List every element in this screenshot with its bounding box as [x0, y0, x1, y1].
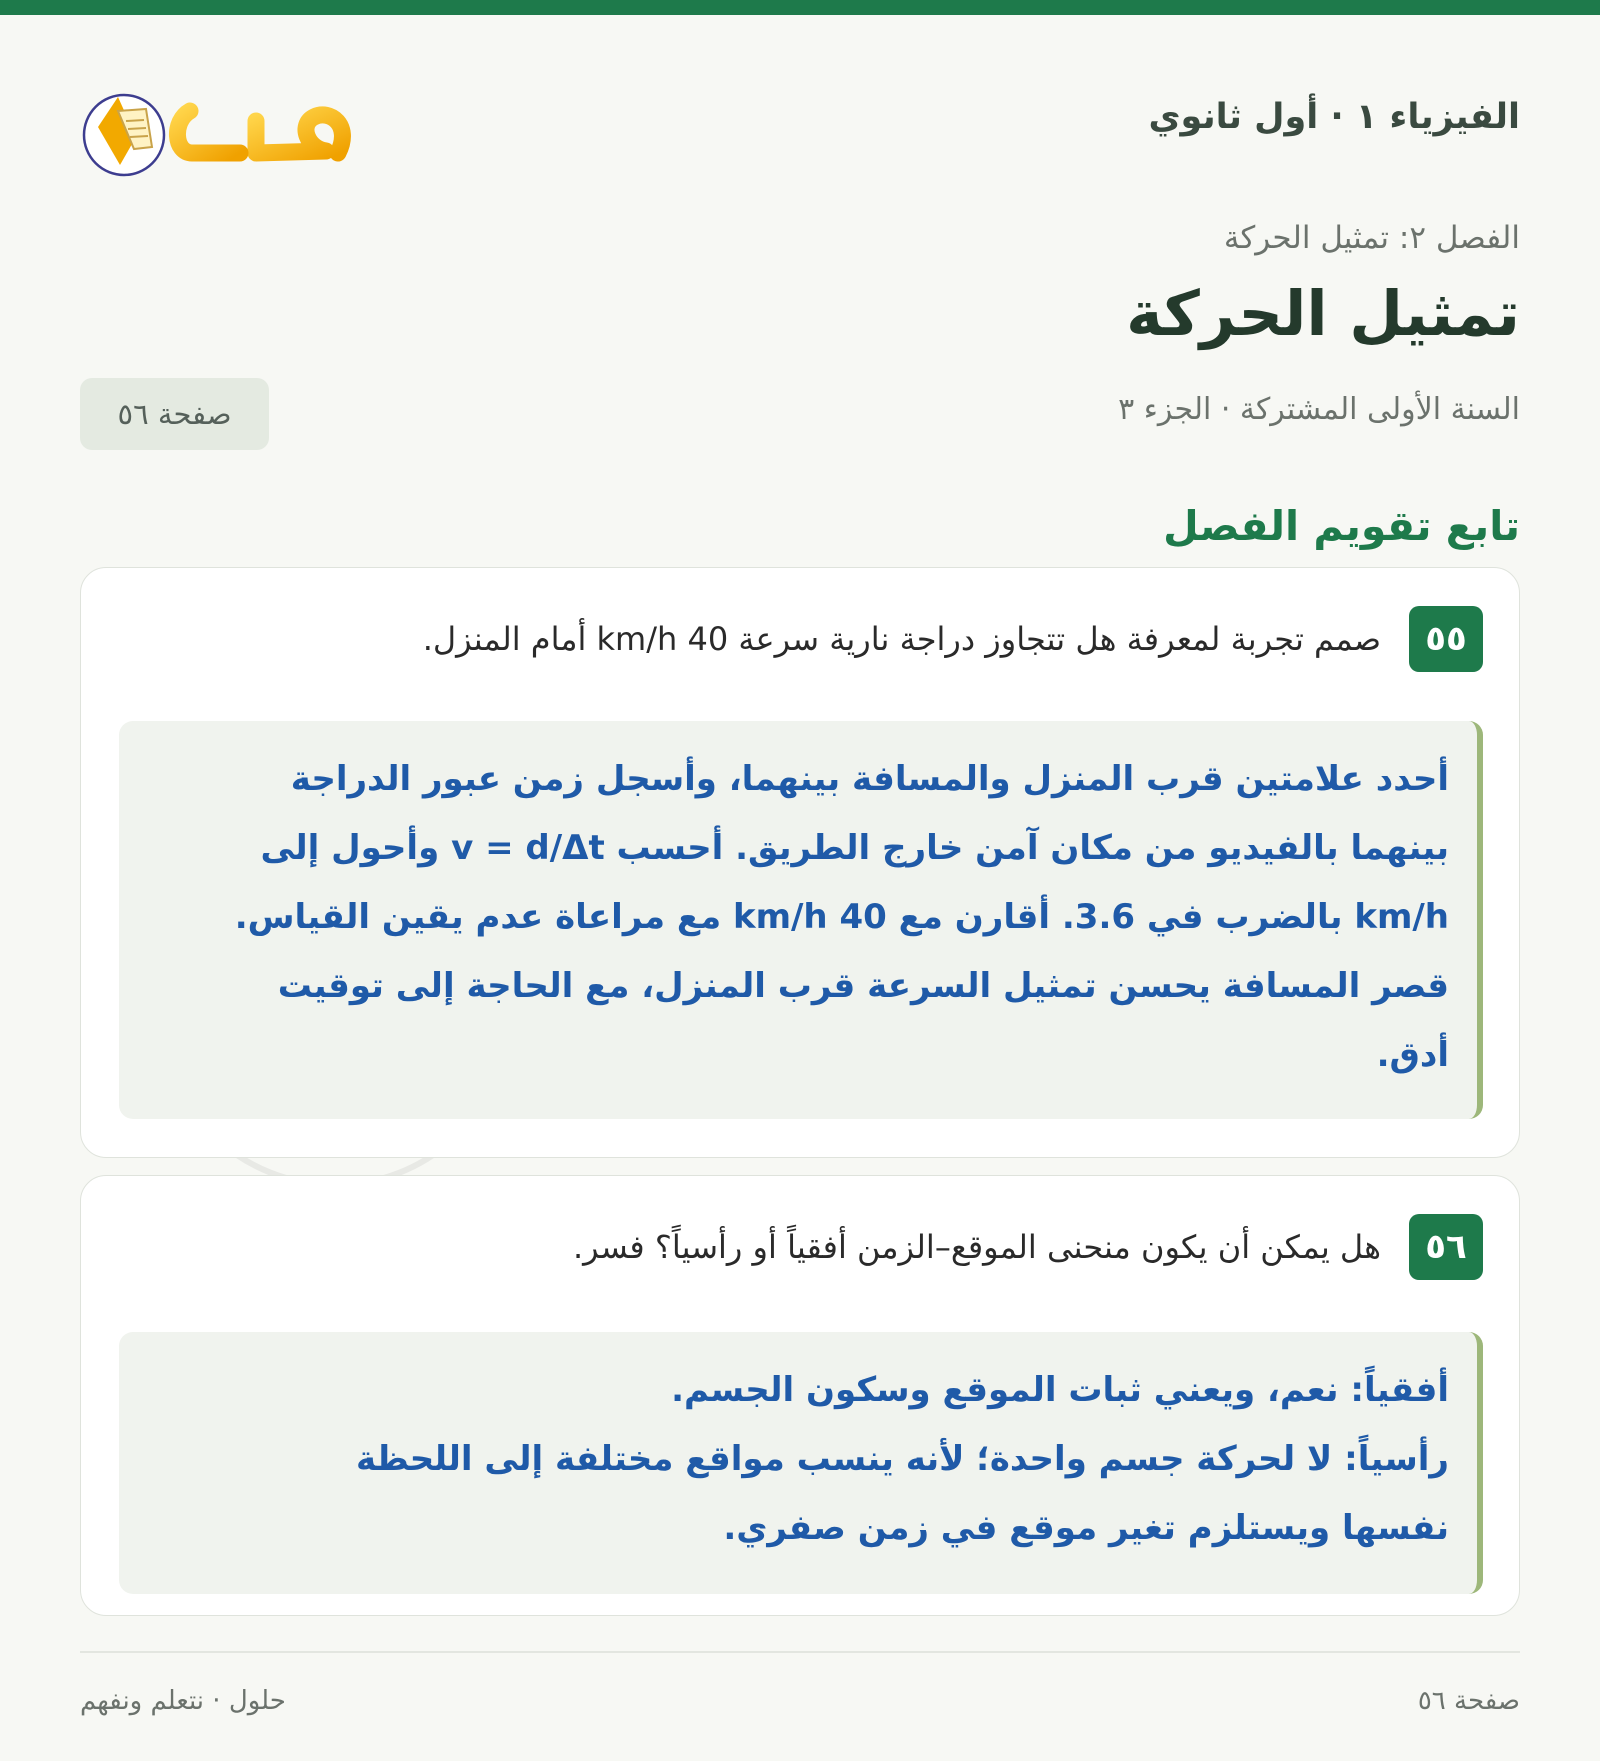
question-card-55 [80, 567, 1520, 1158]
question-number-badge: ٥٦ [1409, 1214, 1483, 1280]
page [80, 15, 1520, 1761]
chapter-meta: السنة الأولى المشتركة · الجزء ٣ [1118, 392, 1520, 427]
answer-line: قصر المسافة يحسن تمثيل السرعة قرب المنزل، مع الحاجة إلى توقيت [277, 966, 1449, 1006]
question-row [423, 606, 1483, 672]
answer-line: بينهما بالفيديو من مكان آمن خارج الطريق. أحسب v = d/Δt وأحول إلى [260, 828, 1449, 868]
question-row [573, 1214, 1483, 1280]
answer-line: رأسياً: لا لحركة جسم واحدة؛ لأنه ينسب مواقع مختلفة إلى اللحظة [356, 1439, 1449, 1479]
answer-line: أفقياً: نعم، ويعني ثبات الموقع وسكون الجسم. [671, 1370, 1449, 1410]
question-text: هل يمكن أن يكون منحنى الموقع–الزمن أفقياً أو رأسياً؟ فسر. [572, 1228, 1381, 1266]
footer-page-number: صفحة ٥٦ [1417, 1686, 1520, 1716]
page-badge: صفحة ٥٦ [80, 378, 269, 450]
subject-header: الفيزياء ١ · أول ثانوي [1148, 97, 1520, 137]
answer-box [119, 721, 1483, 1119]
footer-divider [80, 1651, 1520, 1653]
hulul-logo [80, 65, 360, 195]
answer-box [119, 1332, 1483, 1594]
page-title: تمثيل الحركة [1126, 277, 1520, 350]
chapter-label: الفصل ٢: تمثيل الحركة [1223, 220, 1520, 256]
answer-line: نفسها ويستلزم تغير موقع في زمن صفري. [723, 1508, 1449, 1548]
answer-line: km/h بالضرب في 3.6. أقارن مع 40 km/h مع مراعاة عدم يقين القياس. [234, 897, 1449, 937]
question-card-56 [80, 1175, 1520, 1616]
answer-line: أحدد علامتين قرب المنزل والمسافة بينهما، وأسجل زمن عبور الدراجة [290, 759, 1449, 799]
top-accent-bar [0, 0, 1600, 15]
question-number-badge: ٥٥ [1409, 606, 1483, 672]
footer-brand: حلول · نتعلم ونفهم [80, 1686, 286, 1716]
answer-line: أدق. [1376, 1035, 1449, 1075]
question-text: صمم تجربة لمعرفة هل تتجاوز دراجة نارية سرعة 40 km/h أمام المنزل. [422, 620, 1381, 658]
section-title: تابع تقويم الفصل [1163, 502, 1520, 550]
